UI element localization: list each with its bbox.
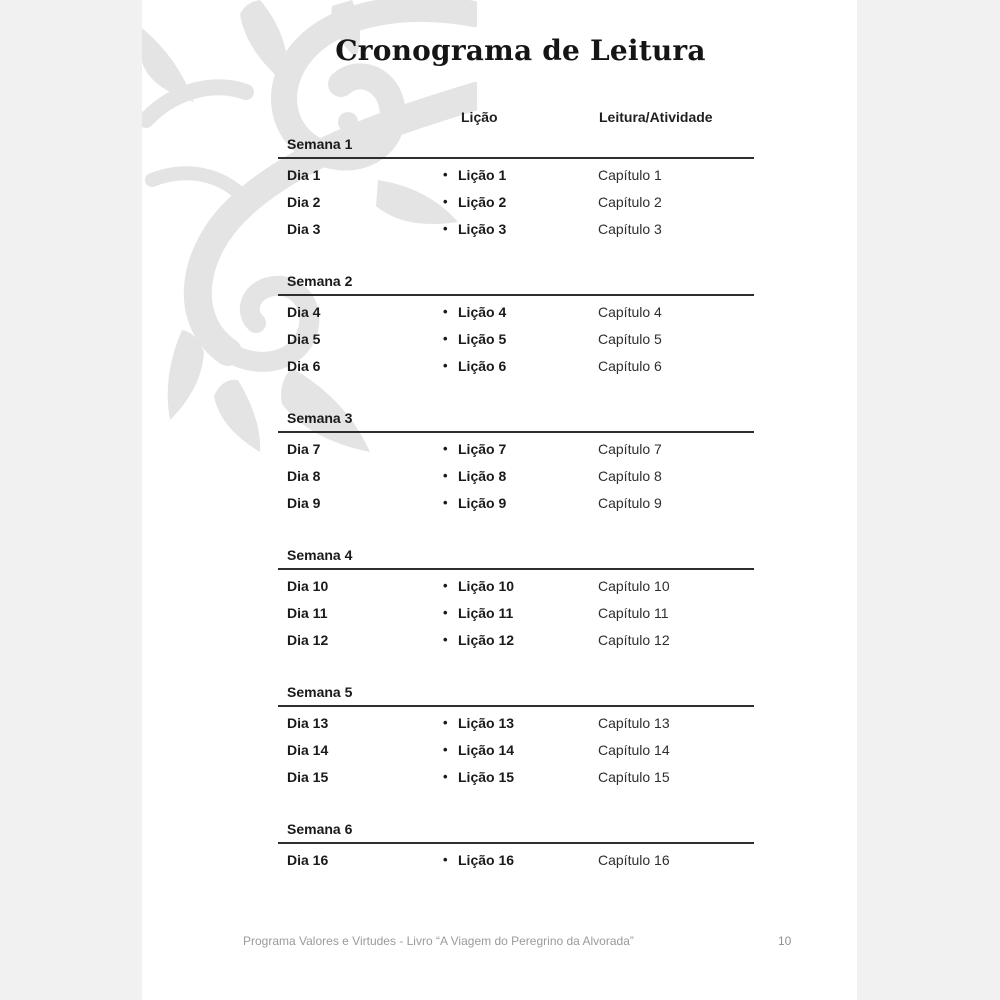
table-column-headers: [287, 109, 754, 125]
day-cell: Dia 6: [287, 357, 321, 374]
lesson-cell: [443, 852, 598, 868]
activity-cell: Capítulo 2: [598, 193, 662, 210]
lesson-cell: [443, 358, 598, 374]
lesson-cell-text: Lição 6: [458, 357, 507, 374]
section-divider: [278, 568, 754, 570]
lesson-cell-text: Lição 5: [458, 330, 507, 347]
day-cell: Dia 9: [287, 494, 321, 511]
lesson-cell: [443, 331, 598, 347]
schedule-row: [287, 846, 754, 873]
bullet-marker: •: [443, 852, 448, 867]
lesson-cell-text: Lição 15: [458, 768, 515, 785]
activity-cell: Capítulo 11: [598, 604, 669, 621]
section-rows: [287, 298, 754, 379]
activity-cell: Capítulo 12: [598, 631, 670, 648]
week-section: [287, 547, 754, 653]
section-divider: [278, 705, 754, 707]
lesson-cell-text: Lição 16: [458, 851, 515, 868]
lesson-cell-text: Lição 3: [458, 220, 507, 237]
lesson-cell: [443, 715, 598, 731]
lesson-cell-text: Lição 11: [458, 604, 514, 621]
column-header-activity: Leitura/Atividade: [599, 109, 713, 125]
activity-cell: Capítulo 16: [598, 851, 670, 868]
week-label: Semana 5: [287, 684, 353, 700]
bullet-marker: •: [443, 441, 448, 456]
bullet-marker: •: [443, 194, 448, 209]
activity-cell: Capítulo 14: [598, 741, 670, 758]
week-label: Semana 3: [287, 410, 353, 426]
section-divider: [278, 294, 754, 296]
week-label: Semana 2: [287, 273, 353, 289]
activity-cell: Capítulo 8: [598, 467, 662, 484]
lesson-cell-text: Lição 4: [458, 303, 507, 320]
day-cell: Dia 1: [287, 166, 321, 183]
lesson-cell: [443, 441, 598, 457]
day-cell: Dia 13: [287, 714, 329, 731]
footer-program-label: Programa Valores e Virtudes - Livro “A Viagem do Peregrino da Alvorada”: [243, 934, 634, 948]
lesson-cell: [443, 468, 598, 484]
lesson-cell-text: Lição 9: [458, 494, 507, 511]
section-rows: [287, 709, 754, 790]
bullet-marker: •: [443, 468, 448, 483]
schedule-row: [287, 325, 754, 352]
schedule-row: [287, 599, 754, 626]
week-section: [287, 821, 754, 873]
day-cell: Dia 15: [287, 768, 329, 785]
lesson-cell: [443, 605, 598, 621]
schedule-row: [287, 626, 754, 653]
section-rows: [287, 846, 754, 873]
lesson-cell-text: Lição 13: [458, 714, 515, 731]
day-cell: Dia 8: [287, 467, 321, 484]
section-divider: [278, 157, 754, 159]
bullet-marker: •: [443, 331, 448, 346]
schedule-row: [287, 298, 754, 325]
activity-cell: Capítulo 3: [598, 220, 662, 237]
bullet-marker: •: [443, 495, 448, 510]
schedule-row: [287, 161, 754, 188]
lesson-cell-text: Lição 7: [458, 440, 507, 457]
day-cell: Dia 11: [287, 604, 328, 621]
day-cell: Dia 12: [287, 631, 329, 648]
section-rows: [287, 572, 754, 653]
schedule-row: [287, 215, 754, 242]
day-cell: Dia 4: [287, 303, 321, 320]
schedule-row: [287, 763, 754, 790]
bullet-marker: •: [443, 742, 448, 757]
schedule-row: [287, 188, 754, 215]
bullet-marker: •: [443, 358, 448, 373]
day-cell: Dia 14: [287, 741, 329, 758]
activity-cell: Capítulo 5: [598, 330, 662, 347]
lesson-cell-text: Lição 12: [458, 631, 515, 648]
section-rows: [287, 161, 754, 242]
day-cell: Dia 10: [287, 577, 329, 594]
lesson-cell-text: Lição 1: [458, 166, 507, 183]
schedule-row: [287, 352, 754, 379]
bullet-marker: •: [443, 167, 448, 182]
schedule-row: [287, 736, 754, 763]
week-label: Semana 6: [287, 821, 353, 837]
activity-cell: Capítulo 13: [598, 714, 670, 731]
lesson-cell-text: Lição 8: [458, 467, 507, 484]
lesson-cell-text: Lição 14: [458, 741, 515, 758]
lesson-cell-text: Lição 2: [458, 193, 507, 210]
schedule-row: [287, 489, 754, 516]
lesson-cell: [443, 578, 598, 594]
week-section: [287, 410, 754, 516]
week-label: Semana 4: [287, 547, 353, 563]
activity-cell: Capítulo 1: [598, 166, 662, 183]
day-cell: Dia 5: [287, 330, 321, 347]
document-page: [142, 0, 857, 1000]
bullet-marker: •: [443, 578, 448, 593]
week-section: [287, 273, 754, 379]
schedule-row: [287, 435, 754, 462]
lesson-cell: [443, 769, 598, 785]
section-divider: [278, 842, 754, 844]
schedule-row: [287, 572, 754, 599]
lesson-cell: [443, 221, 598, 237]
section-divider: [278, 431, 754, 433]
activity-cell: Capítulo 4: [598, 303, 662, 320]
schedule-row: [287, 709, 754, 736]
week-label: Semana 1: [287, 136, 353, 152]
week-section: [287, 136, 754, 242]
schedule-table: [287, 136, 754, 904]
lesson-cell: [443, 304, 598, 320]
lesson-cell: [443, 167, 598, 183]
page-number: 10: [778, 934, 792, 948]
activity-cell: Capítulo 10: [598, 577, 670, 594]
bullet-marker: •: [443, 221, 448, 236]
schedule-row: [287, 462, 754, 489]
day-cell: Dia 3: [287, 220, 321, 237]
section-rows: [287, 435, 754, 516]
activity-cell: Capítulo 9: [598, 494, 662, 511]
page-title: Cronograma de Leitura: [335, 34, 706, 67]
bullet-marker: •: [443, 632, 448, 647]
lesson-cell: [443, 194, 598, 210]
activity-cell: Capítulo 6: [598, 357, 662, 374]
lesson-cell: [443, 495, 598, 511]
bullet-marker: •: [443, 605, 448, 620]
lesson-cell: [443, 742, 598, 758]
day-cell: Dia 7: [287, 440, 321, 457]
column-header-lesson: Lição: [461, 109, 498, 125]
lesson-cell-text: Lição 10: [458, 577, 515, 594]
activity-cell: Capítulo 7: [598, 440, 662, 457]
bullet-marker: •: [443, 715, 448, 730]
day-cell: Dia 16: [287, 851, 329, 868]
day-cell: Dia 2: [287, 193, 321, 210]
lesson-cell: [443, 632, 598, 648]
week-section: [287, 684, 754, 790]
activity-cell: Capítulo 15: [598, 768, 670, 785]
bullet-marker: •: [443, 304, 448, 319]
bullet-marker: •: [443, 769, 448, 784]
